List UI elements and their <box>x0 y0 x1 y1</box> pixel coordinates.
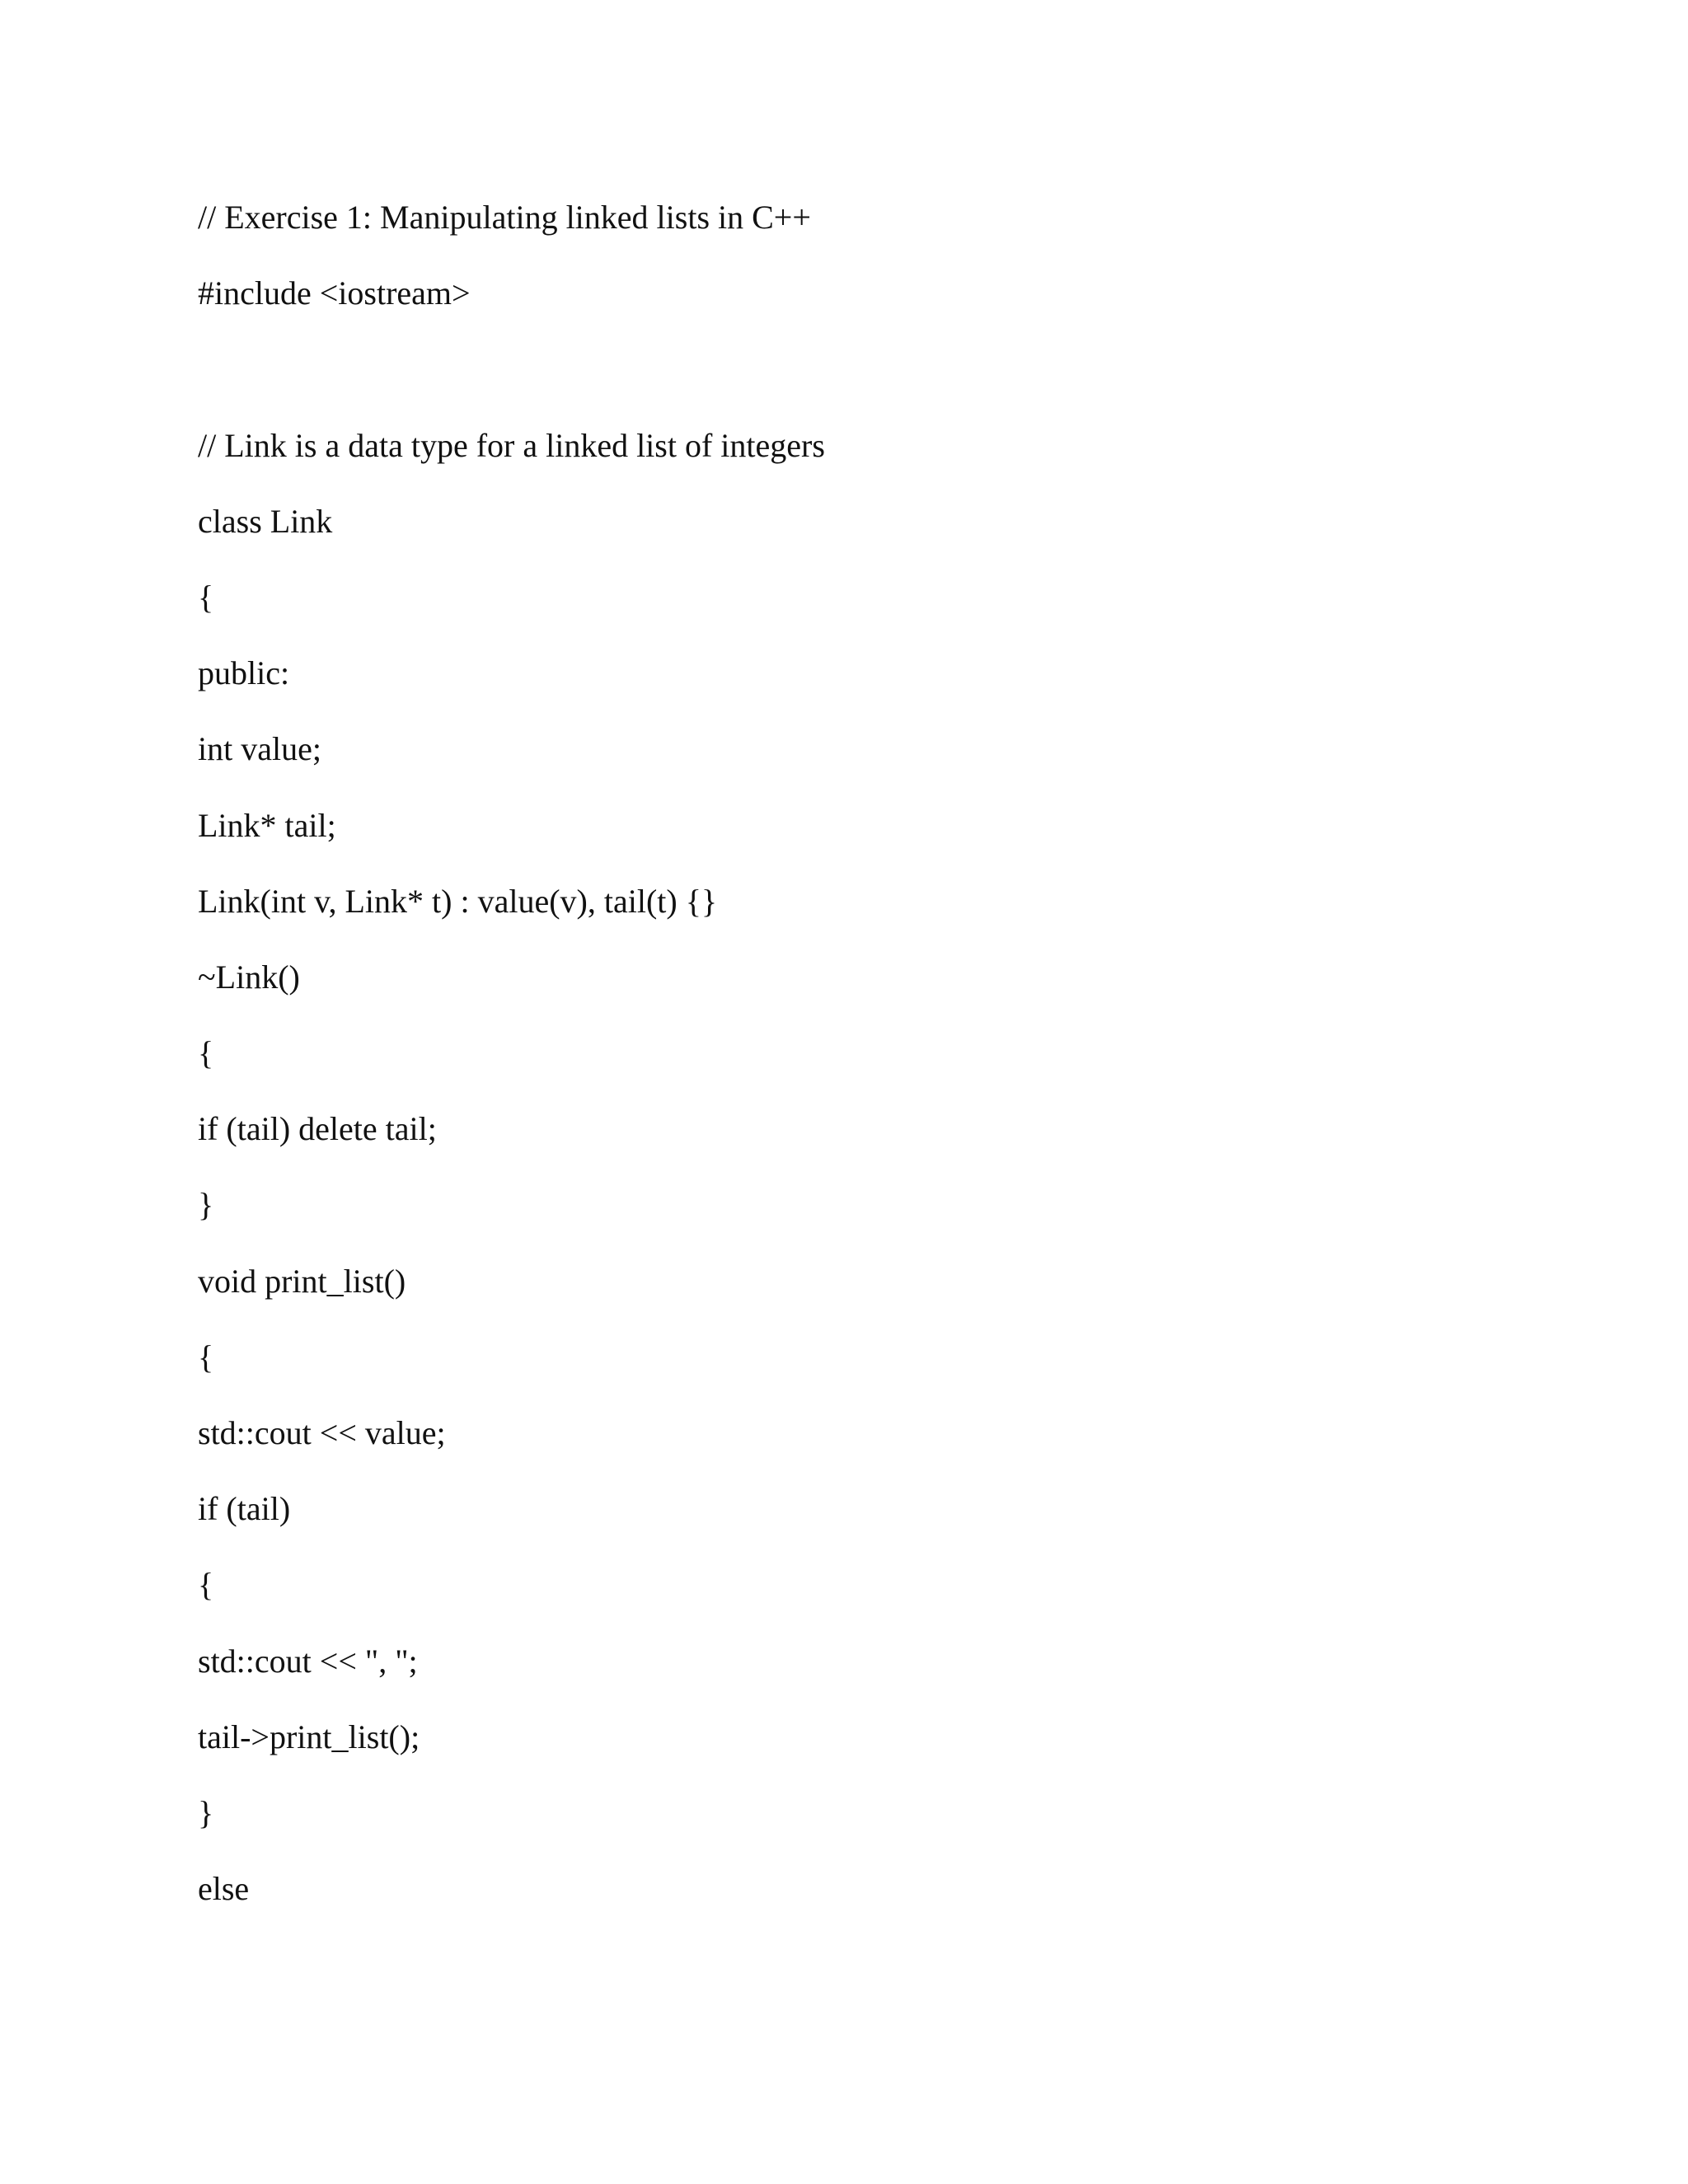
code-line: // Link is a data type for a linked list of integers <box>198 426 825 464</box>
code-line: std::cout << value; <box>198 1414 446 1451</box>
code-line: #include <iostream> <box>198 274 471 312</box>
code-line: Link(int v, Link* t) : value(v), tail(t) {} <box>198 882 718 920</box>
code-line: } <box>198 1186 214 1224</box>
code-line: // Exercise 1: Manipulating linked lists in C++ <box>198 199 811 236</box>
code-line: void print_list() <box>198 1262 406 1300</box>
code-line: public: <box>198 654 290 692</box>
blank-line <box>198 346 825 422</box>
code-line: int value; <box>198 730 321 768</box>
code-line: if (tail) <box>198 1490 291 1528</box>
code-line: { <box>198 1338 214 1376</box>
code-line: if (tail) delete tail; <box>198 1110 437 1148</box>
code-line: ~Link() <box>198 958 300 996</box>
code-line: { <box>198 1034 214 1072</box>
code-line: std::cout << ", "; <box>198 1642 418 1680</box>
code-line: class Link <box>198 502 333 540</box>
code-line: Link* tail; <box>198 806 336 844</box>
code-line: tail->print_list(); <box>198 1718 420 1755</box>
code-line: } <box>198 1793 214 1831</box>
code-listing <box>198 194 825 1942</box>
code-line: { <box>198 578 214 616</box>
code-line: { <box>198 1566 214 1604</box>
code-line: else <box>198 1870 250 1908</box>
